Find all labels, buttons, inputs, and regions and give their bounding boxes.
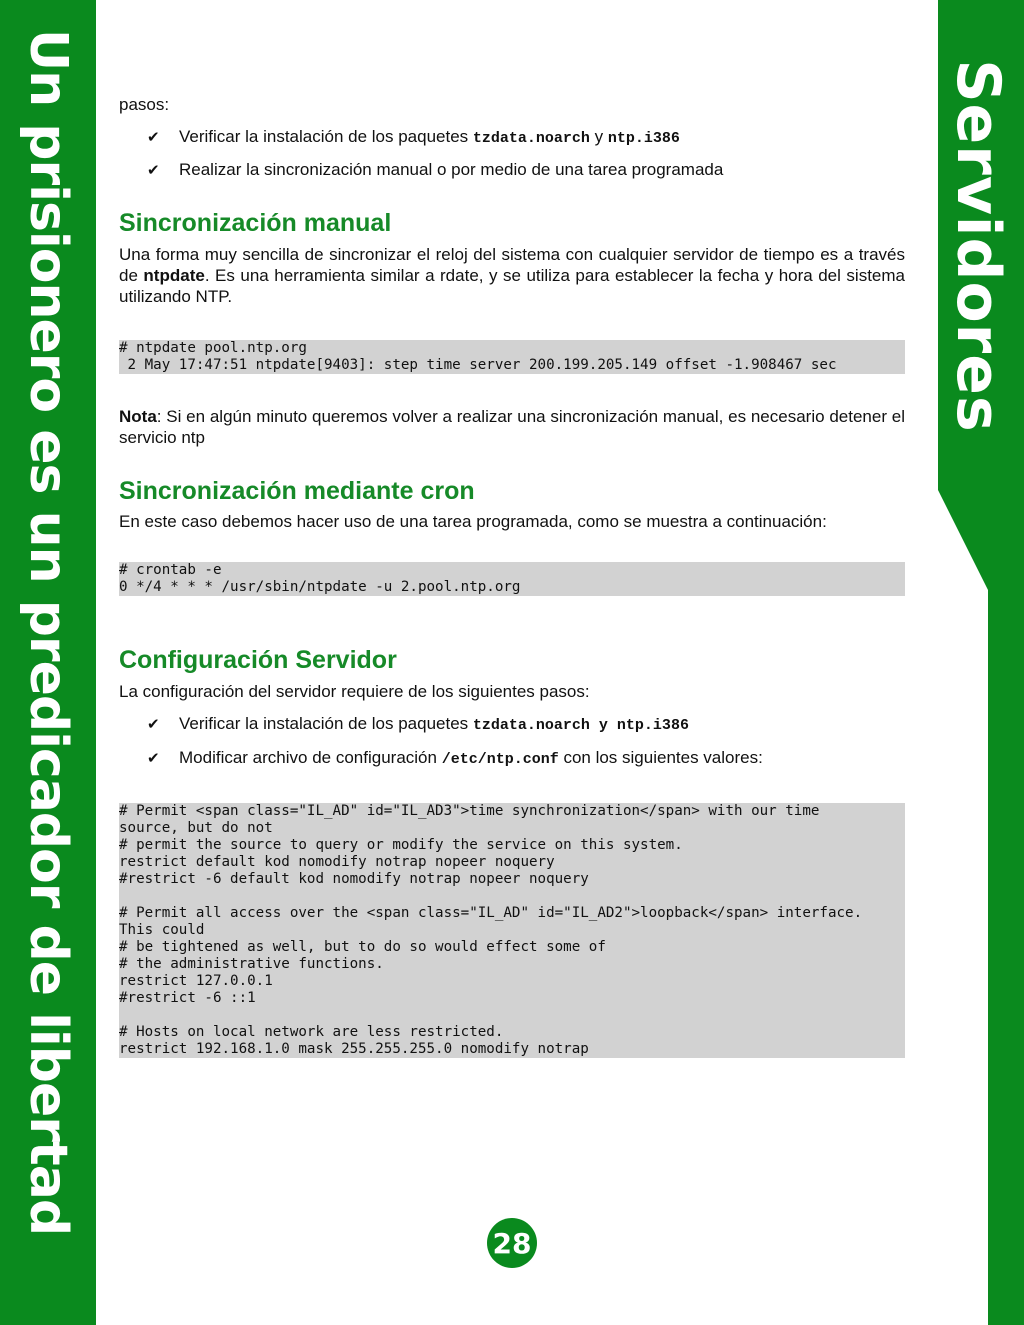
code-block-crontab: # crontab -e 0 */4 * * * /usr/sbin/ntpdate -u 2.pool.ntp.org [119, 562, 905, 596]
config-bullet-1: ✔ Verificar la instalación de los paquetes tzdata.noarch y ntp.i386 [147, 714, 689, 734]
bullet-connector: y [589, 127, 608, 146]
ntpdate-bold: ntpdate [143, 266, 205, 285]
package-code: ntp.i386 [607, 130, 680, 147]
bullet-text: Realizar la sincronización manual o por medio de una tarea programada [179, 160, 724, 179]
intro-bullet-1 [147, 126, 905, 149]
page-number-badge: 28 [487, 1218, 537, 1268]
right-vertical-title: Servidores [943, 59, 1013, 433]
intro-text: pasos: [119, 95, 170, 114]
check-icon: ✔ [147, 128, 160, 146]
config-bullet-2: ✔ Modificar archivo de configuración /etc/ntp.conf con los siguientes valores: [147, 748, 763, 768]
package-code: tzdata.noarch y ntp.i386 [472, 717, 689, 734]
section-heading-sync-manual: Sincronización manual [119, 209, 392, 237]
package-code: tzdata.noarch [472, 130, 590, 147]
config-file-path: /etc/ntp.conf [441, 751, 559, 768]
section2-paragraph: En este caso debemos hacer uso de una tarea programada, como se muestra a continuación: [119, 512, 827, 531]
section1-paragraph: Una forma muy sencilla de sincronizar el reloj del sistema con cualquier servidor de tiempo es a través de ntpdate. Es una herramienta similar a rdate, y se utiliza para establecer la fecha y hora del sistema utilizando NTP. [119, 245, 905, 306]
right-band-notch [938, 490, 988, 1325]
section3-paragraph: La configuración del servidor requiere de los siguientes pasos: [119, 682, 590, 701]
code-block-ntpdate: # ntpdate pool.ntp.org 2 May 17:47:51 ntpdate[9403]: step time server 200.199.205.149 offset -1.908467 sec [119, 340, 905, 374]
note-paragraph: Nota: Si en algún minuto queremos volver a realizar una sincronización manual, es necesario detener el servicio ntp [119, 407, 905, 447]
section-heading-sync-cron: Sincronización mediante cron [119, 477, 475, 505]
check-icon: ✔ [147, 161, 160, 179]
check-icon: ✔ [147, 749, 160, 767]
code-block-ntp-conf: # Permit <span class="IL_AD" id="IL_AD3">time synchronization</span> with our time source, but do not # permit the source to query or modify the service on this system. restrict default kod nomodify notrap nopeer noquery #restrict -6 default kod nomodify notrap nopeer noquery # Permit all access over the <span class="IL_AD" id="IL_AD2">loopback</span> interface. This could # be tightened as well, but to do so would effect some of # the administrative functions. restrict 127.0.0.1 #restrict -6 ::1 # Hosts on local network are less restricted. restrict 192.168.1.0 mask 255.255.255.0 nomodify notrap [119, 803, 905, 1058]
intro-bullet-2 [147, 159, 905, 181]
bullet-text: Verificar la instalación de los paquetes [179, 127, 473, 146]
page-content [119, 94, 905, 1058]
section-heading-server-config: Configuración Servidor [119, 646, 397, 674]
check-icon: ✔ [147, 715, 160, 733]
left-vertical-title: Un prisionero es un predicador de libertad [18, 28, 78, 1236]
note-label: Nota [119, 407, 157, 426]
